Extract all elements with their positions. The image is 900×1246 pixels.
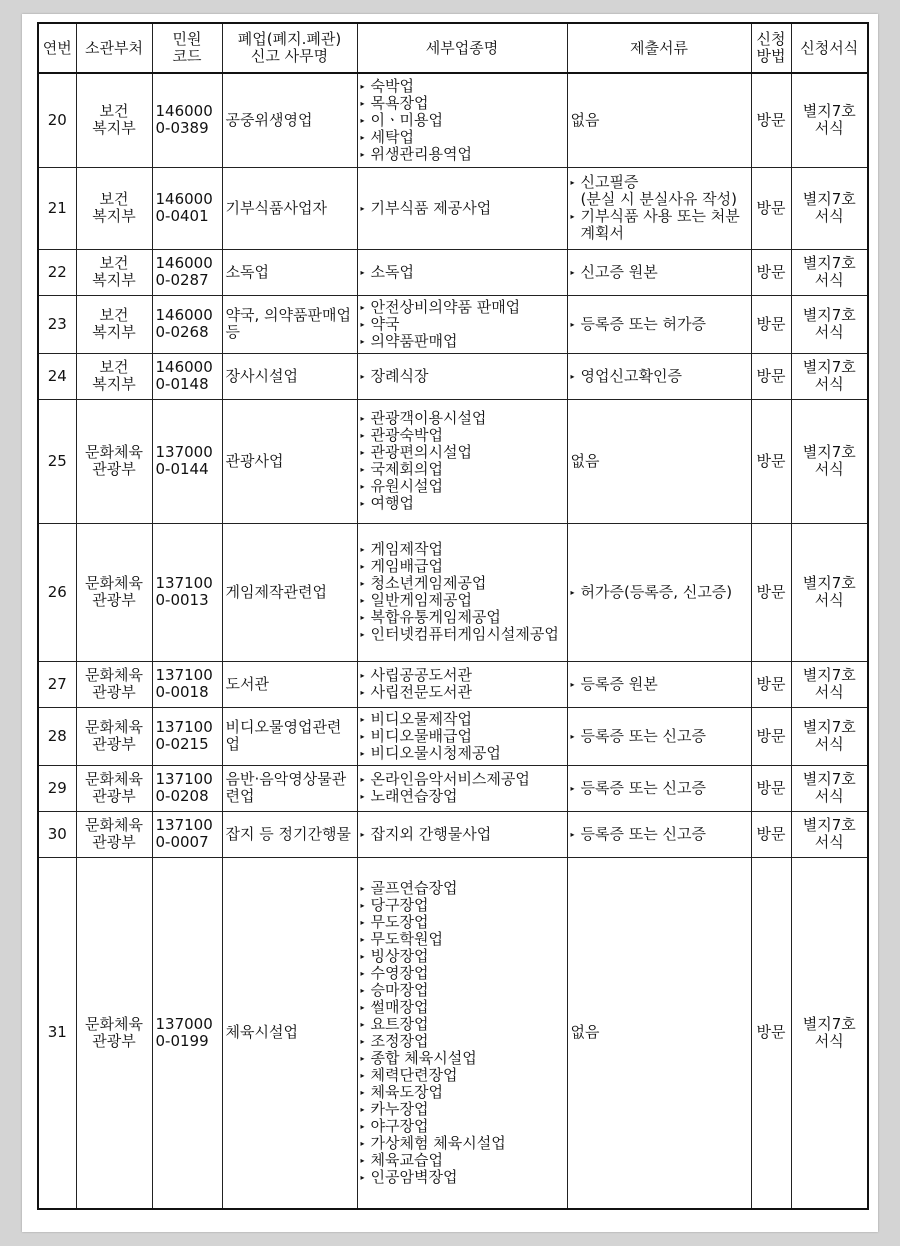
- row-affair-name: 게임제작관련업: [222, 523, 357, 661]
- table-row: [38, 661, 868, 707]
- bullet-icon: ▸: [360, 917, 365, 927]
- header-no: 연번: [38, 23, 76, 73]
- row-business-list: [357, 353, 567, 399]
- bullet-icon: ▸: [360, 1019, 365, 1029]
- row-code: 146000 0-0389: [152, 73, 222, 167]
- document-item: ▸ 신고필증: [570, 173, 639, 191]
- row-form: 별지7호 서식: [791, 707, 868, 765]
- table-row: [38, 707, 868, 765]
- row-number: 26: [38, 523, 76, 661]
- bullet-icon: ▸: [360, 431, 365, 440]
- row-method: 방문: [751, 811, 791, 857]
- document-item: 없음: [570, 110, 600, 129]
- row-code: 137000 0-0199: [152, 857, 222, 1209]
- row-code: 146000 0-0268: [152, 295, 222, 353]
- header-row: [38, 23, 868, 73]
- row-ministry: 보건 복지부: [76, 73, 152, 167]
- row-code: 146000 0-0401: [152, 167, 222, 249]
- row-ministry: 보건 복지부: [76, 249, 152, 295]
- document-item: 없음: [570, 451, 600, 470]
- row-number: 22: [38, 249, 76, 295]
- bullet-icon: ▸: [360, 1036, 365, 1046]
- bullet-icon: ▸: [360, 934, 365, 944]
- business-item: ▸ 체육도장업: [360, 1082, 443, 1101]
- bullet-icon: ▸: [360, 792, 365, 801]
- row-documents: [567, 73, 751, 167]
- business-item: ▸ 소독업: [360, 262, 414, 281]
- business-item: ▸ 승마장업: [360, 980, 429, 999]
- row-form: 별지7호 서식: [791, 73, 868, 167]
- business-item: ▸ 가상체험 체육시설업: [360, 1133, 506, 1152]
- row-business-list: [357, 523, 567, 661]
- bullet-icon: ▸: [360, 1053, 365, 1063]
- table-row: [38, 857, 868, 1209]
- row-number: 23: [38, 295, 76, 353]
- header-affair: 폐업(폐지.폐관) 신고 사무명: [222, 23, 357, 73]
- row-form: 별지7호 서식: [791, 523, 868, 661]
- business-item: ▸ 인터넷컴퓨터게임시설제공업: [360, 625, 559, 643]
- row-business-list: [357, 765, 567, 811]
- header-form: 신청서식: [791, 23, 868, 73]
- bullet-icon: ▸: [360, 1087, 365, 1097]
- bullet-icon: ▸: [360, 951, 365, 961]
- row-number: 30: [38, 811, 76, 857]
- bullet-icon: ▸: [570, 212, 575, 221]
- business-item: ▸ 관광숙박업: [360, 426, 443, 444]
- bullet-icon: ▸: [360, 748, 365, 758]
- row-ministry: 문화체육 관광부: [76, 399, 152, 523]
- row-ministry: 보건 복지부: [76, 167, 152, 249]
- document-item: ▸ 허가증(등록증, 신고증): [570, 582, 733, 601]
- row-form: 별지7호 서식: [791, 765, 868, 811]
- bullet-icon: ▸: [570, 267, 575, 277]
- bullet-icon: ▸: [360, 1155, 365, 1165]
- row-method: 방문: [751, 857, 791, 1209]
- row-number: 28: [38, 707, 76, 765]
- business-item: ▸ 체력단련장업: [360, 1065, 458, 1084]
- row-business-list: [357, 707, 567, 765]
- table-row: [38, 765, 868, 811]
- row-business-list: [357, 811, 567, 857]
- row-method: 방문: [751, 765, 791, 811]
- row-method: 방문: [751, 661, 791, 707]
- row-form: 별지7호 서식: [791, 857, 868, 1209]
- header-code: 민원 코드: [152, 23, 222, 73]
- business-item: ▸ 유원시설업: [360, 477, 443, 495]
- business-item: ▸ 당구장업: [360, 895, 429, 914]
- document-item: ▸ 등록증 원본: [570, 674, 658, 693]
- row-business-list: [357, 661, 567, 707]
- row-documents: [567, 857, 751, 1209]
- row-business-list: [357, 167, 567, 249]
- bullet-icon: ▸: [360, 98, 365, 108]
- row-affair-name: 기부식품사업자: [222, 167, 357, 249]
- row-method: 방문: [751, 399, 791, 523]
- row-business-list: [357, 399, 567, 523]
- row-form: 별지7호 서식: [791, 295, 868, 353]
- document-item: ▸ 기부식품 사용 또는 처분계획서: [570, 207, 740, 242]
- bullet-icon: ▸: [360, 900, 365, 910]
- table-row: [38, 73, 868, 167]
- header-business: 세부업종명: [357, 23, 567, 73]
- bullet-icon: ▸: [360, 883, 365, 893]
- bullet-icon: ▸: [360, 371, 365, 381]
- row-affair-name: 비디오물영업관련업: [222, 707, 357, 765]
- row-ministry: 문화체육 관광부: [76, 811, 152, 857]
- bullet-icon: ▸: [360, 132, 365, 142]
- bullet-icon: ▸: [360, 115, 365, 125]
- row-documents: [567, 353, 751, 399]
- bullet-icon: ▸: [360, 613, 365, 622]
- business-item: ▸ 비디오물배급업: [360, 726, 472, 745]
- business-item: ▸ 청소년게임제공업: [360, 574, 487, 592]
- row-number: 31: [38, 857, 76, 1209]
- bullet-icon: ▸: [360, 545, 365, 554]
- bullet-icon: ▸: [360, 1070, 365, 1080]
- row-ministry: 보건 복지부: [76, 295, 152, 353]
- row-number: 21: [38, 167, 76, 249]
- row-method: 방문: [751, 167, 791, 249]
- document-item: ▸ 등록증 또는 신고증: [570, 726, 706, 745]
- business-item: ▸ 기부식품 제공사업: [360, 198, 492, 217]
- business-item: ▸ 카누장업: [360, 1099, 429, 1118]
- bullet-icon: ▸: [360, 630, 365, 639]
- row-affair-name: 장사시설업: [222, 353, 357, 399]
- row-business-list: [357, 73, 567, 167]
- row-form: 별지7호 서식: [791, 811, 868, 857]
- bullet-icon: ▸: [360, 499, 365, 508]
- business-item: ▸ 숙박업: [360, 76, 414, 95]
- row-documents: [567, 249, 751, 295]
- row-affair-name: 체육시설업: [222, 857, 357, 1209]
- document-item: ▸ 영업신고확인증: [570, 366, 682, 385]
- bullet-icon: ▸: [360, 731, 365, 741]
- header-method: 신청 방법: [751, 23, 791, 73]
- bullet-icon: ▸: [360, 714, 365, 724]
- business-item: ▸ 빙상장업: [360, 946, 429, 965]
- document-item: ▸ 신고증 원본: [570, 262, 658, 281]
- business-item: ▸ 체육교습업: [360, 1150, 443, 1169]
- business-item: ▸ 비디오물제작업: [360, 709, 472, 728]
- business-item: ▸ 골프연습장업: [360, 878, 458, 897]
- row-code: 137100 0-0215: [152, 707, 222, 765]
- bullet-icon: ▸: [570, 829, 575, 839]
- bullet-icon: ▸: [360, 319, 365, 329]
- table-row: [38, 167, 868, 249]
- business-item: ▸ 게임배급업: [360, 557, 443, 575]
- bullet-icon: ▸: [360, 448, 365, 457]
- document-item: 없음: [570, 1023, 600, 1042]
- bullet-icon: ▸: [360, 465, 365, 474]
- row-affair-name: 약국, 의약품판매업 등: [222, 295, 357, 353]
- row-ministry: 문화체육 관광부: [76, 707, 152, 765]
- bullet-icon: ▸: [360, 1121, 365, 1131]
- bullet-icon: ▸: [360, 1002, 365, 1012]
- bullet-icon: ▸: [360, 414, 365, 423]
- business-item: ▸ 목욕장업: [360, 93, 429, 112]
- bullet-icon: ▸: [570, 783, 575, 793]
- business-item: ▸ 일반게임제공업: [360, 591, 472, 609]
- row-affair-name: 소독업: [222, 249, 357, 295]
- row-affair-name: 관광사업: [222, 399, 357, 523]
- row-documents: [567, 167, 751, 249]
- bullet-icon: ▸: [360, 596, 365, 605]
- row-business-list: [357, 857, 567, 1209]
- row-method: 방문: [751, 353, 791, 399]
- table-row: [38, 295, 868, 353]
- row-form: 별지7호 서식: [791, 167, 868, 249]
- row-number: 24: [38, 353, 76, 399]
- row-form: 별지7호 서식: [791, 661, 868, 707]
- row-documents: [567, 399, 751, 523]
- row-documents: [567, 523, 751, 661]
- row-documents: [567, 811, 751, 857]
- document-note: (분실 시 분실사유 작성): [580, 190, 737, 208]
- bullet-icon: ▸: [570, 731, 575, 741]
- row-code: 146000 0-0287: [152, 249, 222, 295]
- table-row: [38, 353, 868, 399]
- bullet-icon: ▸: [570, 679, 575, 689]
- bullet-icon: ▸: [570, 587, 575, 597]
- row-code: 137100 0-0208: [152, 765, 222, 811]
- document-item: ▸ 등록증 또는 허가증: [570, 314, 706, 333]
- business-item: ▸ 세탁업: [360, 127, 414, 146]
- bullet-icon: ▸: [360, 81, 365, 91]
- bullet-icon: ▸: [360, 1172, 365, 1182]
- header-docs: 제출서류: [567, 23, 751, 73]
- row-code: 146000 0-0148: [152, 353, 222, 399]
- table-row: [38, 399, 868, 523]
- bullet-icon: ▸: [360, 985, 365, 995]
- business-item: ▸ 수영장업: [360, 963, 429, 982]
- row-method: 방문: [751, 523, 791, 661]
- closure-report-table: [37, 22, 869, 1210]
- bullet-icon: ▸: [360, 482, 365, 491]
- bullet-icon: ▸: [360, 562, 365, 571]
- row-business-list: [357, 295, 567, 353]
- bullet-icon: ▸: [570, 319, 575, 329]
- bullet-icon: ▸: [360, 968, 365, 978]
- bullet-icon: ▸: [570, 371, 575, 381]
- business-item: ▸ 국제회의업: [360, 460, 443, 478]
- header-ministry: 소관부처: [76, 23, 152, 73]
- business-item: ▸ 위생관리용역업: [360, 144, 472, 163]
- bullet-icon: ▸: [360, 149, 365, 159]
- row-number: 20: [38, 73, 76, 167]
- document-page: [22, 14, 878, 1232]
- business-item: ▸ 의약품판매업: [360, 331, 458, 350]
- row-business-list: [357, 249, 567, 295]
- row-method: 방문: [751, 295, 791, 353]
- business-item: ▸ 장례식장: [360, 366, 429, 385]
- row-affair-name: 도서관: [222, 661, 357, 707]
- row-form: 별지7호 서식: [791, 249, 868, 295]
- business-item: ▸ 관광객이용시설업: [360, 409, 487, 427]
- business-item: ▸ 조정장업: [360, 1031, 429, 1050]
- row-ministry: 보건 복지부: [76, 353, 152, 399]
- business-item: ▸ 이ㆍ미용업: [360, 110, 443, 129]
- business-item: ▸ 약국: [360, 314, 400, 333]
- business-item: ▸ 인공암벽장업: [360, 1167, 458, 1186]
- bullet-icon: ▸: [360, 688, 365, 697]
- row-form: 별지7호 서식: [791, 399, 868, 523]
- business-item: ▸ 야구장업: [360, 1116, 429, 1135]
- business-item: ▸ 온라인음악서비스제공업: [360, 770, 530, 788]
- business-item: ▸ 무도장업: [360, 912, 429, 931]
- row-number: 25: [38, 399, 76, 523]
- document-item: ▸ 등록증 또는 신고증: [570, 778, 706, 797]
- business-item: ▸ 노래연습장업: [360, 787, 458, 805]
- table-body: [38, 73, 868, 1209]
- business-item: ▸ 요트장업: [360, 1014, 429, 1033]
- business-item: ▸ 썰매장업: [360, 997, 429, 1016]
- bullet-icon: ▸: [360, 336, 365, 346]
- business-item: ▸ 관광편의시설업: [360, 443, 472, 461]
- table-row: [38, 249, 868, 295]
- business-item: ▸ 잡지외 간행물사업: [360, 824, 492, 843]
- bullet-icon: ▸: [360, 1104, 365, 1114]
- row-documents: [567, 661, 751, 707]
- row-method: 방문: [751, 707, 791, 765]
- bullet-icon: ▸: [360, 579, 365, 588]
- document-item: ▸ 등록증 또는 신고증: [570, 824, 706, 843]
- business-item: ▸ 사립공공도서관: [360, 666, 472, 684]
- table-row: [38, 811, 868, 857]
- row-documents: [567, 765, 751, 811]
- bullet-icon: ▸: [360, 203, 365, 213]
- row-code: 137100 0-0013: [152, 523, 222, 661]
- business-item: ▸ 사립전문도서관: [360, 683, 472, 701]
- business-item: ▸ 게임제작업: [360, 540, 443, 558]
- bullet-icon: ▸: [360, 267, 365, 277]
- business-item: ▸ 복합유통게임제공업: [360, 608, 501, 626]
- bullet-icon: ▸: [360, 302, 365, 312]
- row-affair-name: 공중위생영업: [222, 73, 357, 167]
- bullet-icon: ▸: [360, 671, 365, 680]
- bullet-icon: ▸: [360, 1138, 365, 1148]
- bullet-icon: ▸: [570, 178, 575, 187]
- row-ministry: 문화체육 관광부: [76, 857, 152, 1209]
- business-item: ▸ 안전상비의약품 판매업: [360, 297, 521, 316]
- row-method: 방문: [751, 249, 791, 295]
- row-form: 별지7호 서식: [791, 353, 868, 399]
- row-affair-name: 잡지 등 정기간행물: [222, 811, 357, 857]
- table-row: [38, 523, 868, 661]
- row-number: 29: [38, 765, 76, 811]
- row-documents: [567, 707, 751, 765]
- bullet-icon: ▸: [360, 829, 365, 839]
- business-item: ▸ 여행업: [360, 494, 414, 512]
- row-affair-name: 음반·음악영상물관련업: [222, 765, 357, 811]
- row-code: 137100 0-0007: [152, 811, 222, 857]
- business-item: ▸ 종합 체육시설업: [360, 1048, 477, 1067]
- row-ministry: 문화체육 관광부: [76, 523, 152, 661]
- row-method: 방문: [751, 73, 791, 167]
- business-item: ▸ 비디오물시청제공업: [360, 743, 501, 762]
- row-code: 137000 0-0144: [152, 399, 222, 523]
- bullet-icon: ▸: [360, 775, 365, 784]
- row-code: 137100 0-0018: [152, 661, 222, 707]
- row-documents: [567, 295, 751, 353]
- business-item: ▸ 무도학원업: [360, 929, 443, 948]
- row-number: 27: [38, 661, 76, 707]
- row-ministry: 문화체육 관광부: [76, 661, 152, 707]
- row-ministry: 문화체육 관광부: [76, 765, 152, 811]
